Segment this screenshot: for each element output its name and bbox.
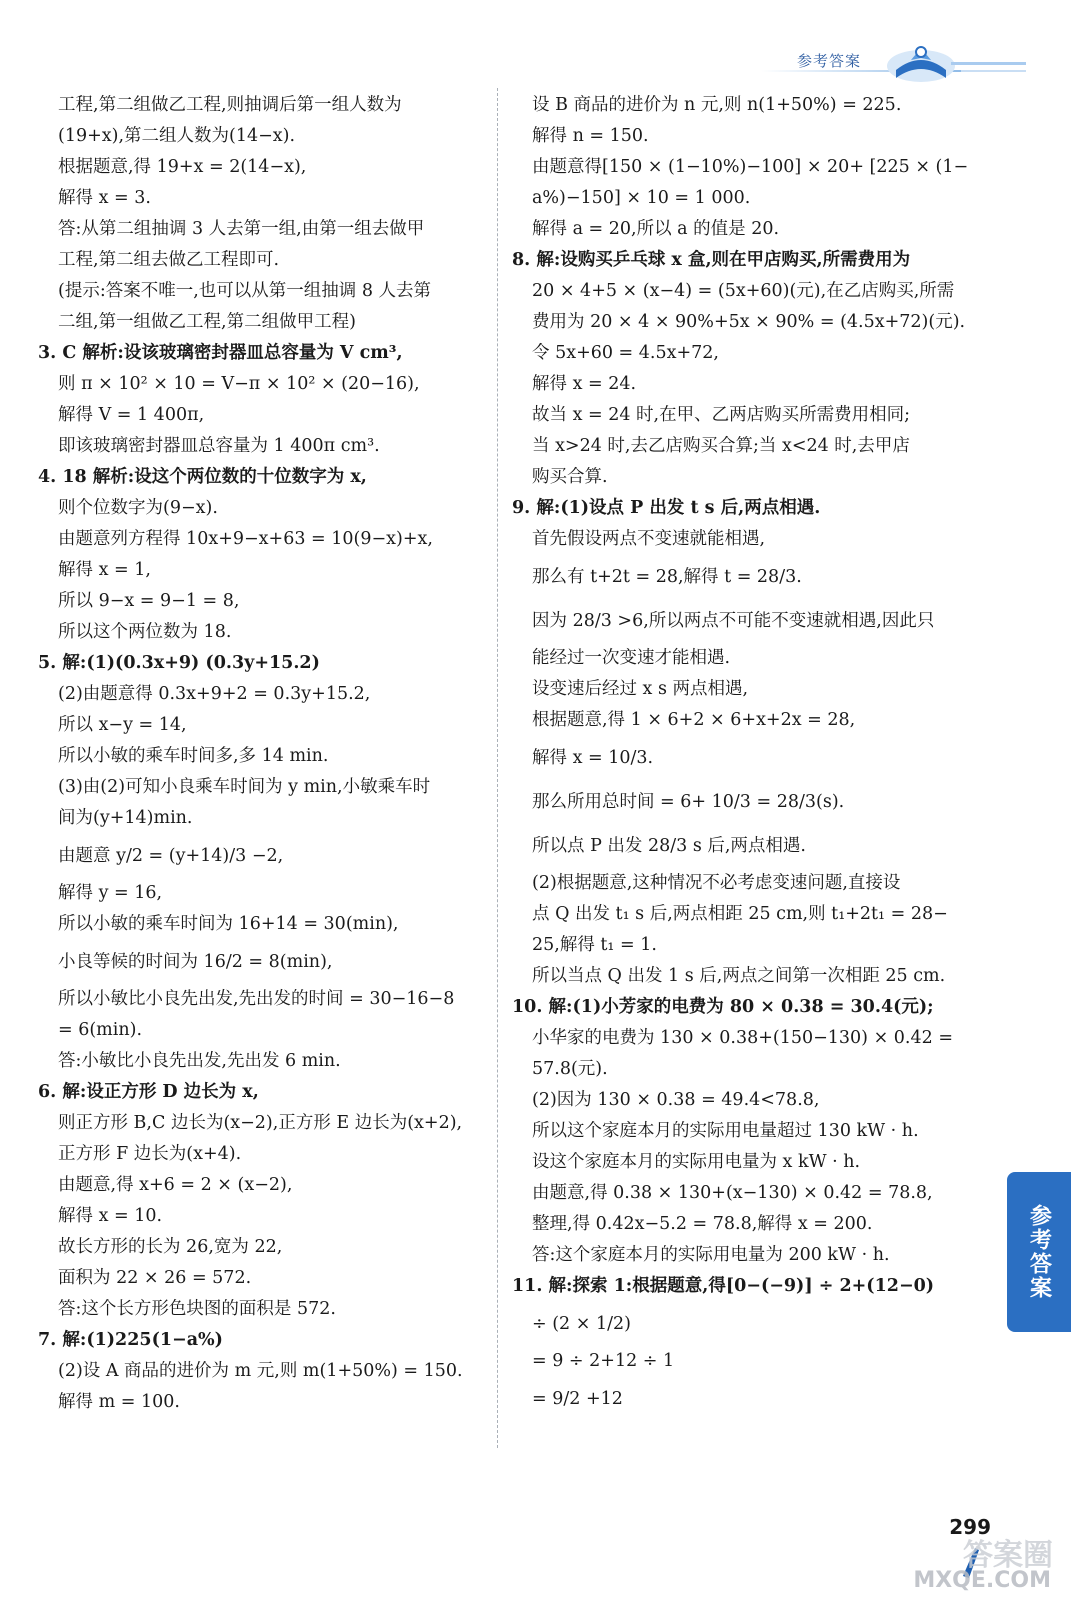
text-line: (2)根据题意,这种情况不必考虑变速问题,直接设 <box>532 873 901 893</box>
text-line: (2)设 A 商品的进价为 m 元,则 m(1+50%) = 150. <box>58 1361 463 1381</box>
question-3-line: 3. C 解析:设该玻璃密封器皿总容量为 V cm³, <box>38 343 403 363</box>
text-line: 设变速后经过 x s 两点相遇, <box>532 679 749 699</box>
text-line: 所以小敏比小良先出发,先出发的时间 = 30−16−8 <box>58 989 455 1009</box>
question-5-line: 5. 解:(1)(0.3x+9) (0.3y+15.2) <box>38 653 320 673</box>
text-line: 所以 9−x = 9−1 = 8, <box>58 591 240 611</box>
text-line: ÷ (2 × 1/2) <box>532 1314 631 1334</box>
text-line: 故当 x = 24 时,在甲、乙两店购买所需费用相同; <box>532 405 911 425</box>
text-line: 令 5x+60 = 4.5x+72, <box>532 343 719 363</box>
text-line: 答:小敏比小良先出发,先出发 6 min. <box>58 1051 341 1071</box>
text-line: (提示:答案不唯一,也可以从第一组抽调 8 人去第 <box>58 281 432 301</box>
text-line: 购买合算. <box>532 467 608 487</box>
text-line: 所以点 P 出发 28/3 s 后,两点相遇. <box>532 836 806 856</box>
text-line: 面积为 22 × 26 = 572. <box>58 1268 252 1288</box>
text-line: 即该玻璃密封器皿总容量为 1 400π cm³. <box>58 436 380 456</box>
text-line: 那么所用总时间 = 6+ 10/3 = 28/3(s). <box>532 792 845 812</box>
text-line: 由题意,得 0.38 × 130+(x−130) × 0.42 = 78.8, <box>532 1183 933 1203</box>
text-line: 根据题意,得 19+x = 2(14−x), <box>58 157 307 177</box>
text-line: (2)由题意得 0.3x+9+2 = 0.3y+15.2, <box>58 684 371 704</box>
left-column <box>38 90 488 1418</box>
text-line: 解得 x = 3. <box>58 188 151 208</box>
header-label: 参考答案 <box>796 52 861 70</box>
text-line: (3)由(2)可知小良乘车时间为 y min,小敏乘车时 <box>58 777 431 797</box>
text-line: 所以 x−y = 14, <box>58 715 187 735</box>
text-line: = 9/2 +12 <box>532 1389 623 1409</box>
right-column <box>512 90 967 1421</box>
text-line: 间为(y+14)min. <box>58 808 193 828</box>
page-number: 299 <box>949 1515 991 1539</box>
text-line: 解得 x = 10. <box>58 1206 163 1226</box>
text-line: 设 B 商品的进价为 n 元,则 n(1+50%) = 225. <box>532 95 902 115</box>
text-line: 答:这个长方形色块图的面积是 572. <box>58 1299 336 1319</box>
text-line: 20 × 4+5 × (x−4) = (5x+60)(元),在乙店购买,所需 <box>532 281 955 301</box>
text-line: (19+x),第二组人数为(14−x). <box>58 126 296 146</box>
text-line: 由题意得[150 × (1−10%)−100] × 20+ [225 × (1− <box>532 157 969 177</box>
text-line: 所以小敏的乘车时间为 16+14 = 30(min), <box>58 914 399 934</box>
text-line: 费用为 20 × 4 × 90%+5x × 90% = (4.5x+72)(元). <box>532 312 966 332</box>
watermark-logo: 答案圈 <box>963 1538 1053 1573</box>
text-line: 小良等候的时间为 16/2 = 8(min), <box>58 952 333 972</box>
text-line: 解得 a = 20,所以 a 的值是 20. <box>532 219 780 239</box>
text-line: 答:从第二组抽调 3 人去第一组,由第一组去做甲 <box>58 219 425 239</box>
question-4-line: 4. 18 解析:设这个两位数的十位数字为 x, <box>38 467 367 487</box>
side-tab-answers[interactable]: 参考答案 <box>1007 1172 1071 1332</box>
question-9-line: 9. 解:(1)设点 P 出发 t s 后,两点相遇. <box>512 498 821 518</box>
text-line: 25,解得 t₁ = 1. <box>532 935 657 955</box>
text-line: = 6(min). <box>58 1020 143 1040</box>
text-line: 由题意,得 x+6 = 2 × (x−2), <box>58 1175 293 1195</box>
text-line: 因为 28/3 >6,所以两点不可能不变速就相遇,因此只 <box>532 611 935 631</box>
text-line: 则个位数字为(9−x). <box>58 498 218 518</box>
text-line: 则 π × 10² × 10 = V−π × 10² × (20−16), <box>58 374 420 394</box>
page-header <box>731 38 1031 88</box>
text-line: 正方形 F 边长为(x+4). <box>58 1144 242 1164</box>
text-line: 二组,第一组做乙工程,第二组做甲工程) <box>58 312 356 332</box>
column-divider <box>497 88 498 1448</box>
text-line: 当 x>24 时,去乙店购买合算;当 x<24 时,去甲店 <box>532 436 910 456</box>
text-line: 解得 x = 1, <box>58 560 151 580</box>
question-6-line: 6. 解:设正方形 D 边长为 x, <box>38 1082 259 1102</box>
text-line: 解得 x = 24. <box>532 374 637 394</box>
text-line: 所以当点 Q 出发 1 s 后,两点之间第一次相距 25 cm. <box>532 966 946 986</box>
text-line: = 9 ÷ 2+12 ÷ 1 <box>532 1351 675 1371</box>
text-line: 工程,第二组做乙工程,则抽调后第一组人数为 <box>58 95 402 115</box>
text-line: 那么有 t+2t = 28,解得 t = 28/3. <box>532 567 802 587</box>
text-line: 所以小敏的乘车时间多,多 14 min. <box>58 746 329 766</box>
text-line: (2)因为 130 × 0.38 = 49.4<78.8, <box>532 1090 820 1110</box>
text-line: 解得 x = 10/3. <box>532 748 654 768</box>
watermark-domain: MXQE.COM <box>913 1568 1051 1593</box>
text-line: 57.8(元). <box>532 1059 608 1079</box>
question-8-line: 8. 解:设购买乒乓球 x 盒,则在甲店购买,所需费用为 <box>512 250 911 270</box>
text-line: 点 Q 出发 t₁ s 后,两点相距 25 cm,则 t₁+2t₁ = 28− <box>532 904 948 924</box>
text-line: 解得 V = 1 400π, <box>58 405 205 425</box>
text-line: 能经过一次变速才能相遇. <box>532 648 731 668</box>
text-line: 整理,得 0.42x−5.2 = 78.8,解得 x = 200. <box>532 1214 873 1234</box>
text-line: 首先假设两点不变速就能相遇, <box>532 529 766 549</box>
text-line: 工程,第二组去做乙工程即可. <box>58 250 280 270</box>
text-line: 答:这个家庭本月的实际用电量为 200 kW · h. <box>532 1245 890 1265</box>
text-line: 解得 n = 150. <box>532 126 649 146</box>
text-line: 所以这个两位数为 18. <box>58 622 232 642</box>
text-line: 小华家的电费为 130 × 0.38+(150−130) × 0.42 = <box>532 1028 953 1048</box>
text-line: 设这个家庭本月的实际用电量为 x kW · h. <box>532 1152 861 1172</box>
question-11-line: 11. 解:探索 1:根据题意,得[0−(−9)] ÷ 2+(12−0) <box>512 1276 935 1296</box>
text-line: 由题意 y/2 = (y+14)/3 −2, <box>58 846 284 866</box>
text-line: 解得 m = 100. <box>58 1392 180 1412</box>
text-line: 则正方形 B,C 边长为(x−2),正方形 E 边长为(x+2), <box>58 1113 463 1133</box>
question-10-line: 10. 解:(1)小芳家的电费为 80 × 0.38 = 30.4(元); <box>512 997 934 1017</box>
text-line: 所以这个家庭本月的实际用电量超过 130 kW · h. <box>532 1121 919 1141</box>
question-7-line: 7. 解:(1)225(1−a%) <box>38 1330 223 1350</box>
text-line: 故长方形的长为 26,宽为 22, <box>58 1237 283 1257</box>
text-line: a%)−150] × 10 = 1 000. <box>532 188 751 208</box>
text-line: 由题意列方程得 10x+9−x+63 = 10(9−x)+x, <box>58 529 433 549</box>
text-line: 解得 y = 16, <box>58 883 163 903</box>
book-logo-icon <box>861 40 1031 86</box>
text-line: 根据题意,得 1 × 6+2 × 6+x+2x = 28, <box>532 710 856 730</box>
